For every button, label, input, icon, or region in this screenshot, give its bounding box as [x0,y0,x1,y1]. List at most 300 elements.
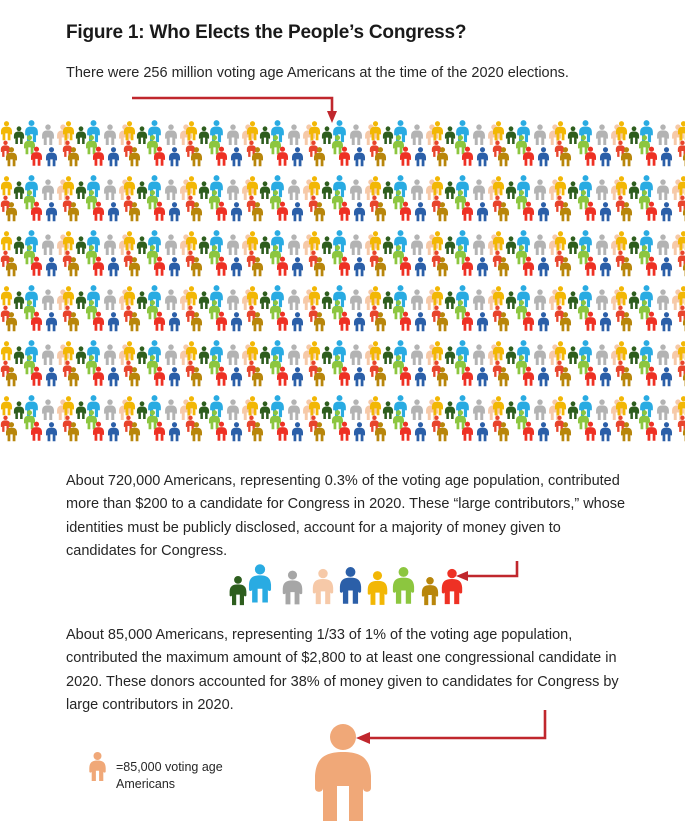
person-icon [128,146,141,168]
person-icon [41,288,55,312]
person-icon [153,310,166,333]
person-icon [599,421,612,443]
person-icon [287,233,301,257]
person-icon [497,201,510,223]
person-icon [185,395,198,417]
person-icon [230,421,243,443]
person-icon [0,120,13,142]
person-icon [353,201,366,223]
person-icon [92,310,105,333]
person-icon [62,175,75,197]
person-icon [5,366,18,388]
person-icon [584,145,597,168]
person-icon [308,175,321,197]
person-icon [656,123,670,147]
pictogram-tile [431,228,493,283]
person-icon [399,365,412,388]
person-icon [476,421,489,443]
intro-text: There were 256 million voting age Americans at the time of the 2020 elections. [66,65,569,81]
person-icon [537,366,550,388]
person-icon [559,146,572,168]
person-icon [414,311,427,333]
person-icon [645,200,658,223]
person-icon [461,145,474,168]
person-icon [291,256,304,278]
person-icon [645,365,658,388]
pictogram-tile [615,338,677,393]
person-icon [369,230,382,252]
pictogram-tile [554,338,616,393]
person-icon [595,233,609,257]
person-icon [559,421,572,443]
person-icon [369,285,382,307]
person-icon [431,340,444,362]
person-icon [476,146,489,168]
person-icon [492,120,505,142]
person-icon [168,421,181,443]
person-icon [584,420,597,443]
person-icon [656,288,670,312]
pictogram-tile [431,118,493,173]
person-icon [62,120,75,142]
person-icon [251,146,264,168]
person-icon [522,255,535,278]
person-icon [313,146,326,168]
person-icon [313,256,326,278]
pictogram-tile [677,118,685,173]
person-icon [554,395,567,417]
pictogram-tile [62,338,124,393]
person-icon [107,146,120,168]
pictogram-tile [431,173,493,228]
person-icon [107,311,120,333]
person-icon [107,201,120,223]
person-icon [190,366,203,388]
person-icon [374,256,387,278]
person-icon [41,178,55,202]
pictogram-tile [492,393,554,443]
pictogram-tile [185,228,247,283]
person-icon [476,201,489,223]
legend [88,752,236,793]
person-icon [472,178,486,202]
pictogram-tile [492,338,554,393]
person-icon [497,421,510,443]
pictogram-tile [492,283,554,338]
pictogram-tile [185,118,247,173]
person-icon [164,123,178,147]
person-icon [476,311,489,333]
person-icon [369,340,382,362]
person-icon [246,230,259,252]
pictogram-tile [62,173,124,228]
pictogram-tile [492,173,554,228]
pictogram-tile [677,283,685,338]
person-icon [436,421,449,443]
person-icon [251,421,264,443]
person-icon [461,200,474,223]
person-icon [164,178,178,202]
person-icon [436,366,449,388]
person-icon [353,421,366,443]
pictogram-tile [62,118,124,173]
person-icon [168,256,181,278]
person-icon [107,421,120,443]
person-icon [492,175,505,197]
person-icon [5,256,18,278]
person-icon [431,230,444,252]
person-icon [62,230,75,252]
pictogram-tile [0,228,62,283]
person-icon [656,398,670,422]
person-icon [349,233,363,257]
person-icon [0,230,13,252]
person-icon [492,230,505,252]
pictogram-tile [246,118,308,173]
pictogram-tile [123,283,185,338]
person-icon [45,421,58,443]
person-icon [276,200,289,223]
pictogram-tile [369,283,431,338]
person-icon [461,420,474,443]
person-icon [349,288,363,312]
person-icon [226,123,240,147]
red-figure [440,568,464,606]
pictogram-tile [431,283,493,338]
pictogram-tile [0,393,62,443]
person-icon [246,395,259,417]
person-icon [595,398,609,422]
person-icon [30,200,43,223]
person-icon [103,343,117,367]
person-icon [338,200,351,223]
pictogram-tile [123,173,185,228]
person-icon [103,288,117,312]
yellow-figure [366,571,389,606]
person-icon [645,255,658,278]
person-icon [276,255,289,278]
person-icon [30,145,43,168]
person-icon [522,365,535,388]
person-icon [595,178,609,202]
pictogram-tile [369,173,431,228]
person-icon [168,366,181,388]
person-icon [431,175,444,197]
person-icon [399,255,412,278]
person-icon [67,366,80,388]
pictogram-tile [123,228,185,283]
person-icon [660,256,673,278]
person-icon [308,230,321,252]
person-icon [353,256,366,278]
person-icon [436,256,449,278]
page-title: Figure 1: Who Elects the People’s Congress? [66,22,467,43]
person-icon [374,366,387,388]
navy-figure [338,566,363,606]
person-icon [660,201,673,223]
person-icon [62,285,75,307]
person-icon [656,343,670,367]
pictogram-tile [246,283,308,338]
legend-label: =85,000 voting age Americans [116,760,223,791]
person-icon [168,201,181,223]
person-icon [30,255,43,278]
person-icon [599,146,612,168]
pictogram-tile [308,173,370,228]
person-icon [414,201,427,223]
person-icon [645,310,658,333]
person-icon [41,398,55,422]
person-icon [185,175,198,197]
person-icon [164,233,178,257]
person-icon [472,233,486,257]
person-icon [226,343,240,367]
person-icon [472,398,486,422]
person-icon [374,421,387,443]
person-icon [251,201,264,223]
person-icon [185,285,198,307]
sky-blue-figure [247,562,273,606]
pictogram-tile [308,228,370,283]
person-icon [313,421,326,443]
person-icon [313,201,326,223]
pictogram-tile [677,393,685,443]
person-icon [522,200,535,223]
person-icon [599,256,612,278]
person-icon [41,123,55,147]
person-icon [287,178,301,202]
person-icon [291,366,304,388]
pictogram-tile [369,338,431,393]
person-icon [461,365,474,388]
person-icon [103,233,117,257]
person-icon [164,343,178,367]
pictogram-tile [492,228,554,283]
person-icon [45,201,58,223]
person-icon [677,230,685,252]
person-icon [5,421,18,443]
pictogram-tile [185,338,247,393]
person-icon [123,395,136,417]
person-icon [431,285,444,307]
person-icon [533,343,547,367]
pictogram-tile [308,283,370,338]
person-icon [246,175,259,197]
person-icon [554,285,567,307]
dark-green-figure [228,576,248,606]
person-icon [123,175,136,197]
person-icon [153,145,166,168]
person-icon [461,310,474,333]
person-icon [677,340,685,362]
person-icon [620,146,633,168]
pictogram-tile [554,393,616,443]
person-icon [226,288,240,312]
person-icon [399,310,412,333]
person-icon [677,285,685,307]
person-icon [168,146,181,168]
person-icon [522,420,535,443]
person-icon [338,310,351,333]
pictogram-tile [0,338,62,393]
person-icon [559,366,572,388]
person-icon [291,421,304,443]
person-icon [45,256,58,278]
person-icon [620,311,633,333]
person-icon [103,398,117,422]
pictogram-tile [431,393,493,443]
person-icon [190,256,203,278]
person-icon [287,343,301,367]
pictogram-tile [185,283,247,338]
pictogram-tile [308,118,370,173]
pictogram-tile [308,338,370,393]
person-icon [497,256,510,278]
person-icon [595,343,609,367]
pictogram-tile [492,118,554,173]
person-icon [682,201,685,223]
person-icon [369,120,382,142]
person-icon [615,120,628,142]
person-icon [599,201,612,223]
person-icon [276,420,289,443]
pictogram-tile [554,228,616,283]
person-icon [595,123,609,147]
person-icon [41,343,55,367]
person-icon [246,120,259,142]
person-icon [414,366,427,388]
person-icon [30,420,43,443]
person-icon [476,366,489,388]
pictogram-tile [677,173,685,228]
pictogram-tile [246,393,308,443]
pictogram-tile [554,173,616,228]
person-icon [308,120,321,142]
person-icon [338,420,351,443]
person-icon [522,145,535,168]
person-icon [338,365,351,388]
person-icon [414,146,427,168]
person-icon [190,421,203,443]
person-icon [349,398,363,422]
person-icon [533,398,547,422]
person-icon [41,233,55,257]
person-icon [399,200,412,223]
person-icon [62,395,75,417]
person-icon [128,311,141,333]
person-icon [615,175,628,197]
person-icon [338,255,351,278]
person-icon [660,366,673,388]
person-icon [414,256,427,278]
person-icon [554,230,567,252]
person-icon [0,395,13,417]
voting-age-population-pictogram [0,118,685,443]
person-icon [45,311,58,333]
person-icon [5,146,18,168]
person-icon [251,256,264,278]
person-icon [128,421,141,443]
pictogram-tile [615,118,677,173]
person-icon [615,340,628,362]
person-icon [682,146,685,168]
person-icon [0,285,13,307]
max-donor-figure [310,724,376,824]
pictogram-tile [185,393,247,443]
person-icon [30,365,43,388]
person-icon [123,285,136,307]
person-icon [410,123,424,147]
person-icon [153,200,166,223]
person-icon [67,146,80,168]
person-icon [103,123,117,147]
person-icon [472,288,486,312]
person-icon [677,120,685,142]
pictogram-tile [0,173,62,228]
person-icon [369,395,382,417]
person-icon [251,366,264,388]
person-icon [615,230,628,252]
person-icon [67,421,80,443]
person-icon [308,395,321,417]
person-icon [677,175,685,197]
pictogram-tile [431,338,493,393]
person-icon [287,398,301,422]
person-icon [559,201,572,223]
person-icon [374,311,387,333]
person-icon [533,233,547,257]
person-icon [399,420,412,443]
person-icon [226,178,240,202]
person-icon [338,145,351,168]
person-icon [353,311,366,333]
person-icon [584,200,597,223]
person-icon [67,311,80,333]
person-icon [230,256,243,278]
person-icon [230,201,243,223]
person-icon [353,366,366,388]
person-icon [123,120,136,142]
person-icon [645,420,658,443]
person-icon [559,256,572,278]
person-icon [128,366,141,388]
gray-figure [281,570,304,606]
person-icon [374,201,387,223]
person-icon [107,256,120,278]
person-icon [533,288,547,312]
person-icon [522,310,535,333]
person-icon [620,256,633,278]
person-icon [251,311,264,333]
person-icon [492,285,505,307]
pictogram-tile [615,283,677,338]
person-icon [128,201,141,223]
pictogram-tile [62,283,124,338]
person-icon [103,178,117,202]
person-icon [599,311,612,333]
person-icon [291,146,304,168]
pictogram-tile [369,393,431,443]
person-icon [287,123,301,147]
person-icon [5,201,18,223]
person-icon [472,123,486,147]
person-icon [246,285,259,307]
pictogram-tile [246,338,308,393]
person-icon [45,366,58,388]
person-icon [246,340,259,362]
person-icon [554,340,567,362]
person-icon [682,256,685,278]
